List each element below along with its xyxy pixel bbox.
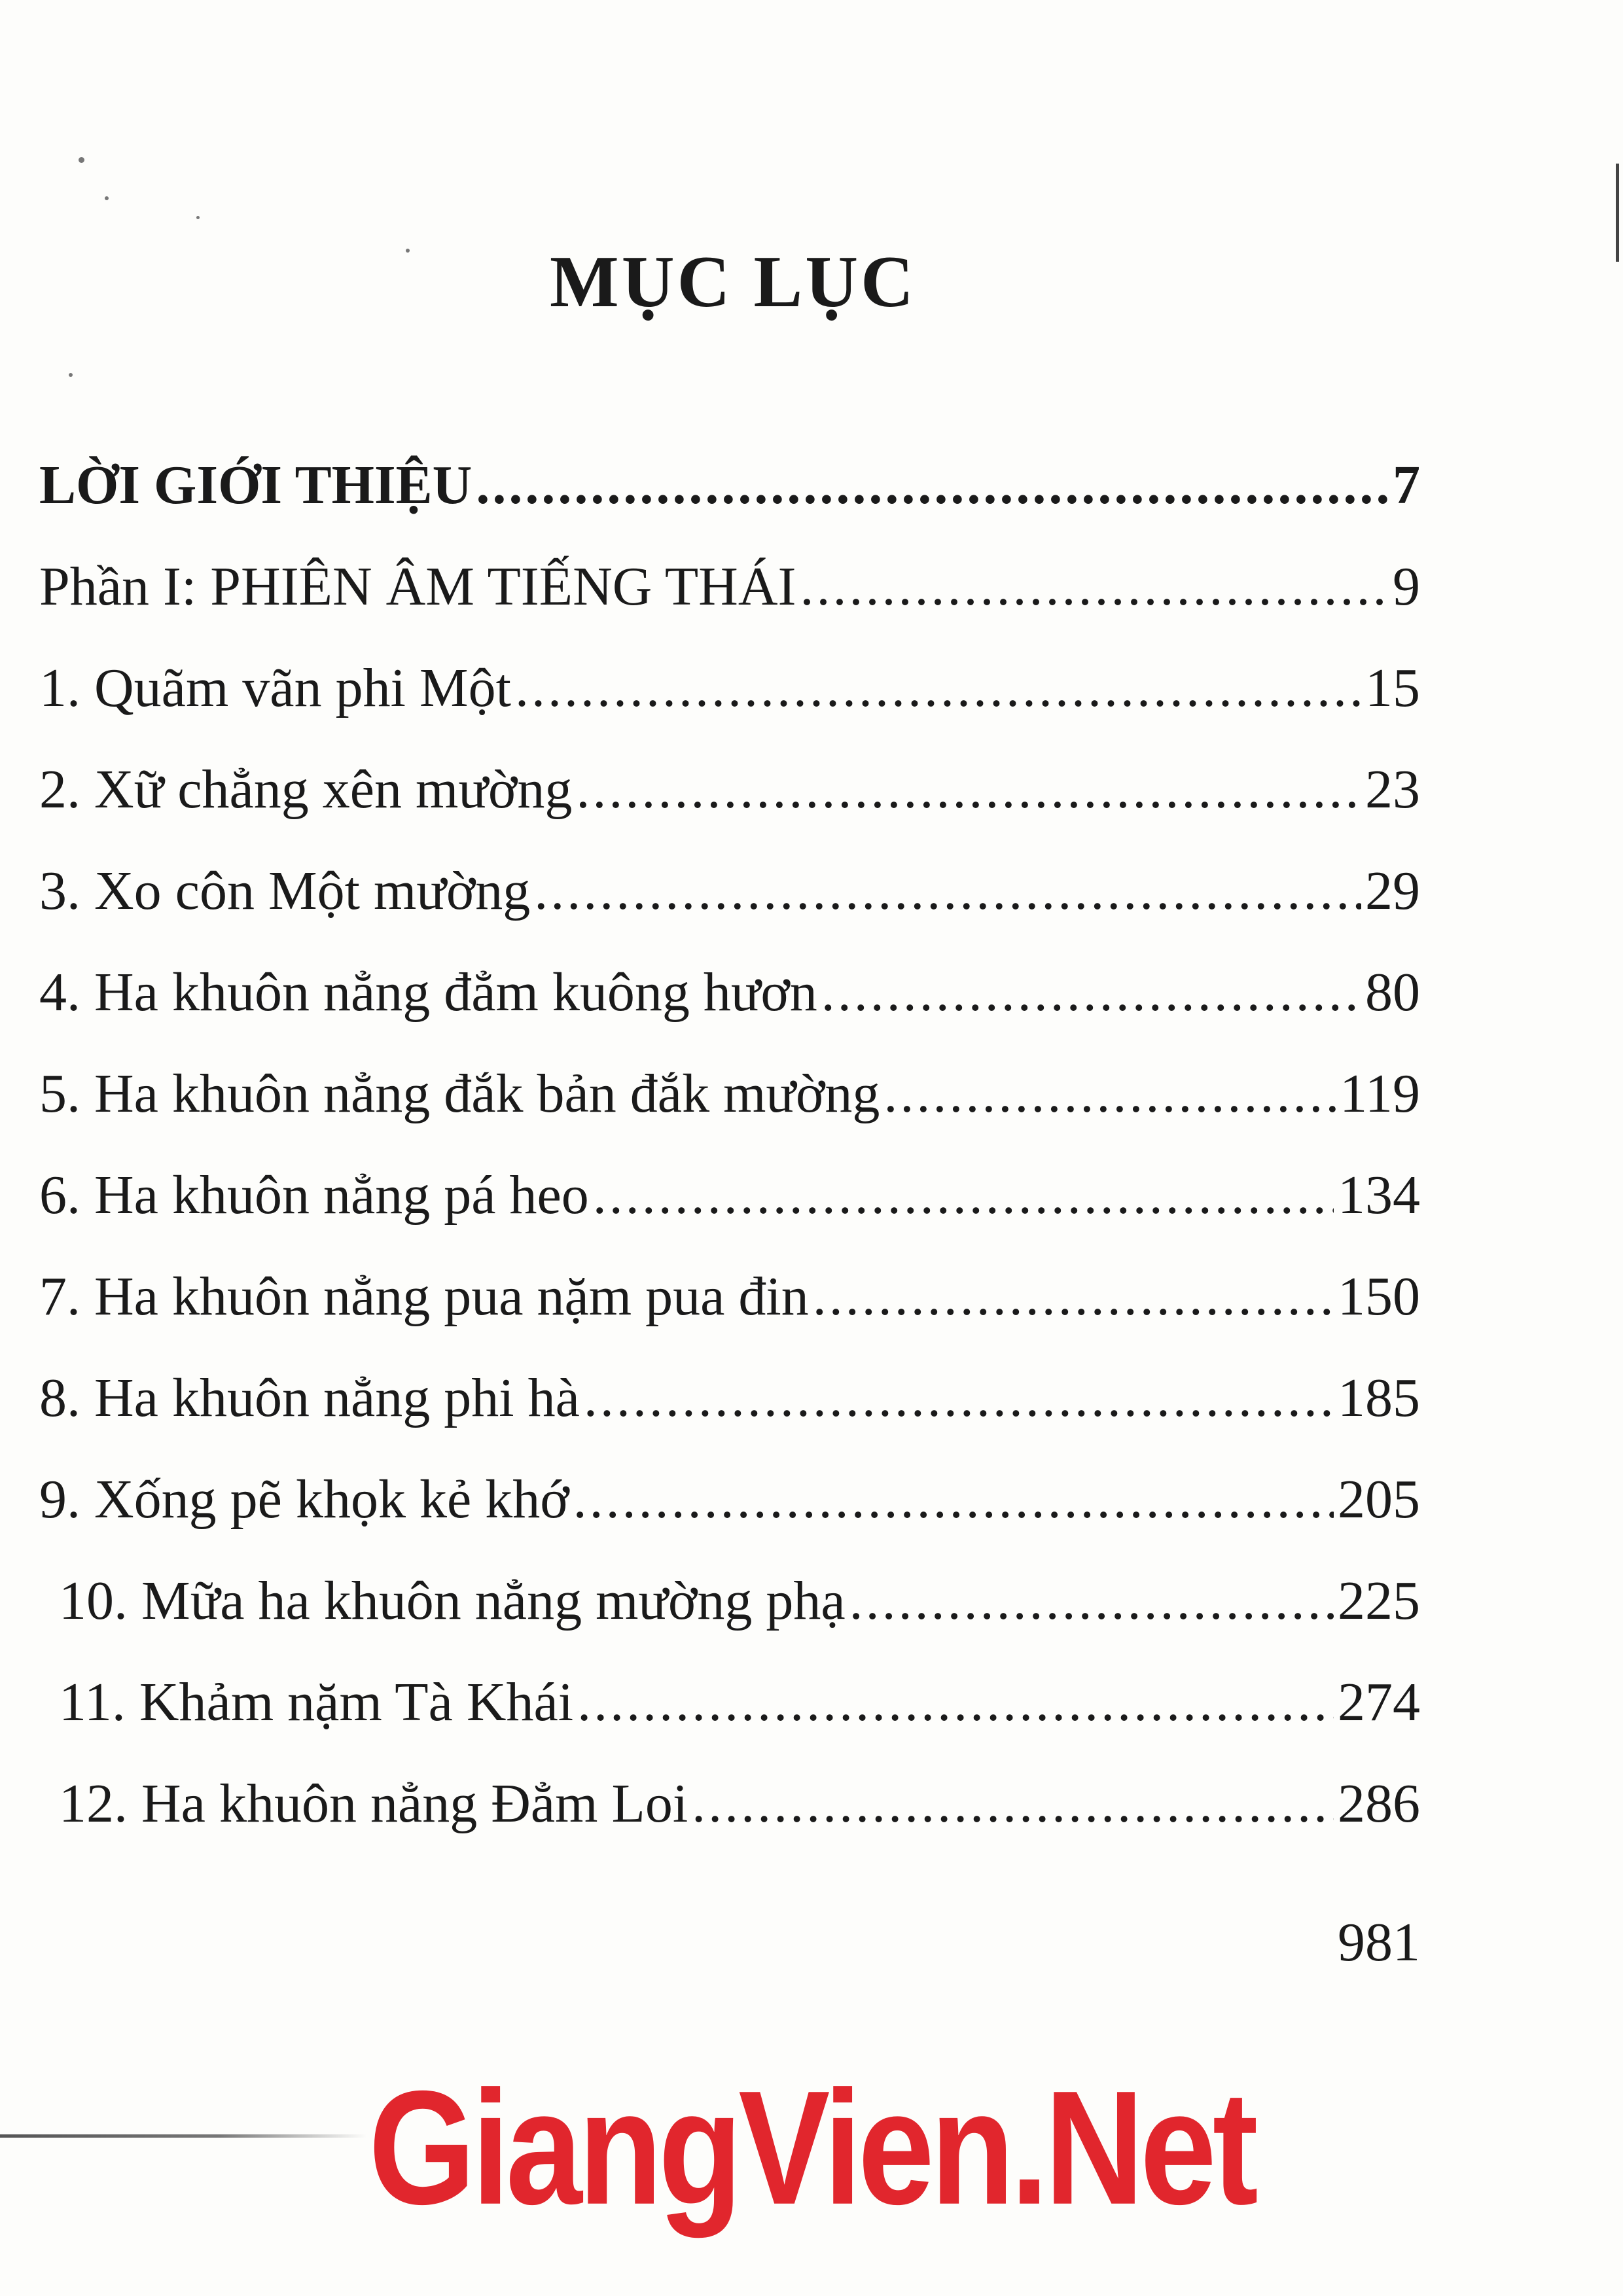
toc-entry-page: 9 — [1393, 556, 1420, 617]
scan-speck — [196, 216, 200, 219]
page-title: MỤC LỤC — [550, 241, 916, 323]
table-of-contents — [39, 455, 1420, 1878]
toc-entry — [39, 1570, 1420, 1675]
page-number: 981 — [1338, 1912, 1420, 1973]
toc-entry-label: Phần I: PHIÊN ÂM TIẾNG THÁI — [39, 556, 796, 617]
toc-dot-leader — [800, 559, 1389, 614]
toc-entry-label: 9. Xống pẽ khọk kẻ khớ — [39, 1469, 569, 1530]
toc-entry-page: 15 — [1365, 658, 1420, 718]
toc-entry — [39, 1469, 1420, 1574]
toc-dot-leader — [534, 864, 1361, 919]
toc-entry-page: 205 — [1338, 1469, 1420, 1530]
toc-entry — [39, 1773, 1420, 1878]
toc-entry — [39, 556, 1420, 661]
toc-entry-page: 119 — [1340, 1063, 1420, 1124]
toc-dot-leader — [813, 1269, 1334, 1324]
toc-dot-leader — [584, 1371, 1334, 1426]
toc-entry-page: 286 — [1338, 1773, 1420, 1834]
toc-entry-label: 11. Khảm nặm Tà Khái — [59, 1672, 574, 1733]
toc-entry-page: 185 — [1338, 1368, 1420, 1428]
scan-edge-mark — [1616, 164, 1619, 262]
toc-dot-leader — [593, 1168, 1334, 1223]
toc-entry-label: 4. Ha khuôn nẳng đẳm kuông hươn — [39, 962, 817, 1023]
toc-entry — [39, 1165, 1420, 1269]
watermark-logo: GiangVien.Net — [368, 2057, 1255, 2238]
toc-entry-page: 134 — [1338, 1165, 1420, 1226]
toc-entry — [39, 1672, 1420, 1776]
toc-entry-label: 8. Ha khuôn nẳng phi hà — [39, 1368, 580, 1428]
scan-speck — [105, 196, 109, 200]
toc-dot-leader — [821, 965, 1361, 1020]
toc-entry-label: 1. Quãm vãn phi Một — [39, 658, 511, 718]
toc-entry — [39, 1368, 1420, 1472]
toc-entry-page: 274 — [1338, 1672, 1420, 1733]
scan-speck — [79, 157, 84, 163]
toc-entry-page: 23 — [1365, 759, 1420, 820]
toc-entry-label: 3. Xo côn Một mường — [39, 860, 531, 921]
toc-entry-label: 10. Mữa ha khuôn nẳng mường phạ — [59, 1570, 846, 1631]
toc-entry — [39, 860, 1420, 965]
toc-entry-page: 225 — [1338, 1570, 1420, 1631]
toc-entry-label: LỜI GIỚI THIỆU — [39, 455, 473, 516]
toc-entry-label: 6. Ha khuôn nẳng pá heo — [39, 1165, 589, 1226]
toc-entry-label: 5. Ha khuôn nẳng đắk bản đắk mường — [39, 1063, 880, 1124]
toc-entry — [39, 455, 1420, 559]
toc-dot-leader — [849, 1574, 1334, 1629]
toc-entry-page: 29 — [1365, 860, 1420, 921]
toc-entry-label: 2. Xữ chẳng xên mường — [39, 759, 573, 820]
toc-entry — [39, 658, 1420, 762]
scan-speck — [69, 373, 73, 377]
toc-entry — [39, 1063, 1420, 1168]
toc-dot-leader — [692, 1776, 1334, 1831]
toc-entry-page: 80 — [1365, 962, 1420, 1023]
toc-entry-page: 150 — [1338, 1266, 1420, 1327]
toc-dot-leader — [576, 762, 1361, 817]
toc-entry — [39, 1266, 1420, 1371]
toc-dot-leader — [476, 458, 1389, 513]
toc-entry-label: 12. Ha khuôn nẳng Đẳm Loi — [59, 1773, 688, 1834]
toc-entry-label: 7. Ha khuôn nẳng pua nặm pua đin — [39, 1266, 809, 1327]
toc-dot-leader — [573, 1472, 1334, 1527]
toc-entry — [39, 759, 1420, 864]
toc-dot-leader — [515, 661, 1361, 716]
toc-dot-leader — [577, 1675, 1334, 1730]
toc-entry — [39, 962, 1420, 1067]
toc-dot-leader — [883, 1067, 1336, 1122]
toc-entry-page: 7 — [1393, 455, 1420, 516]
